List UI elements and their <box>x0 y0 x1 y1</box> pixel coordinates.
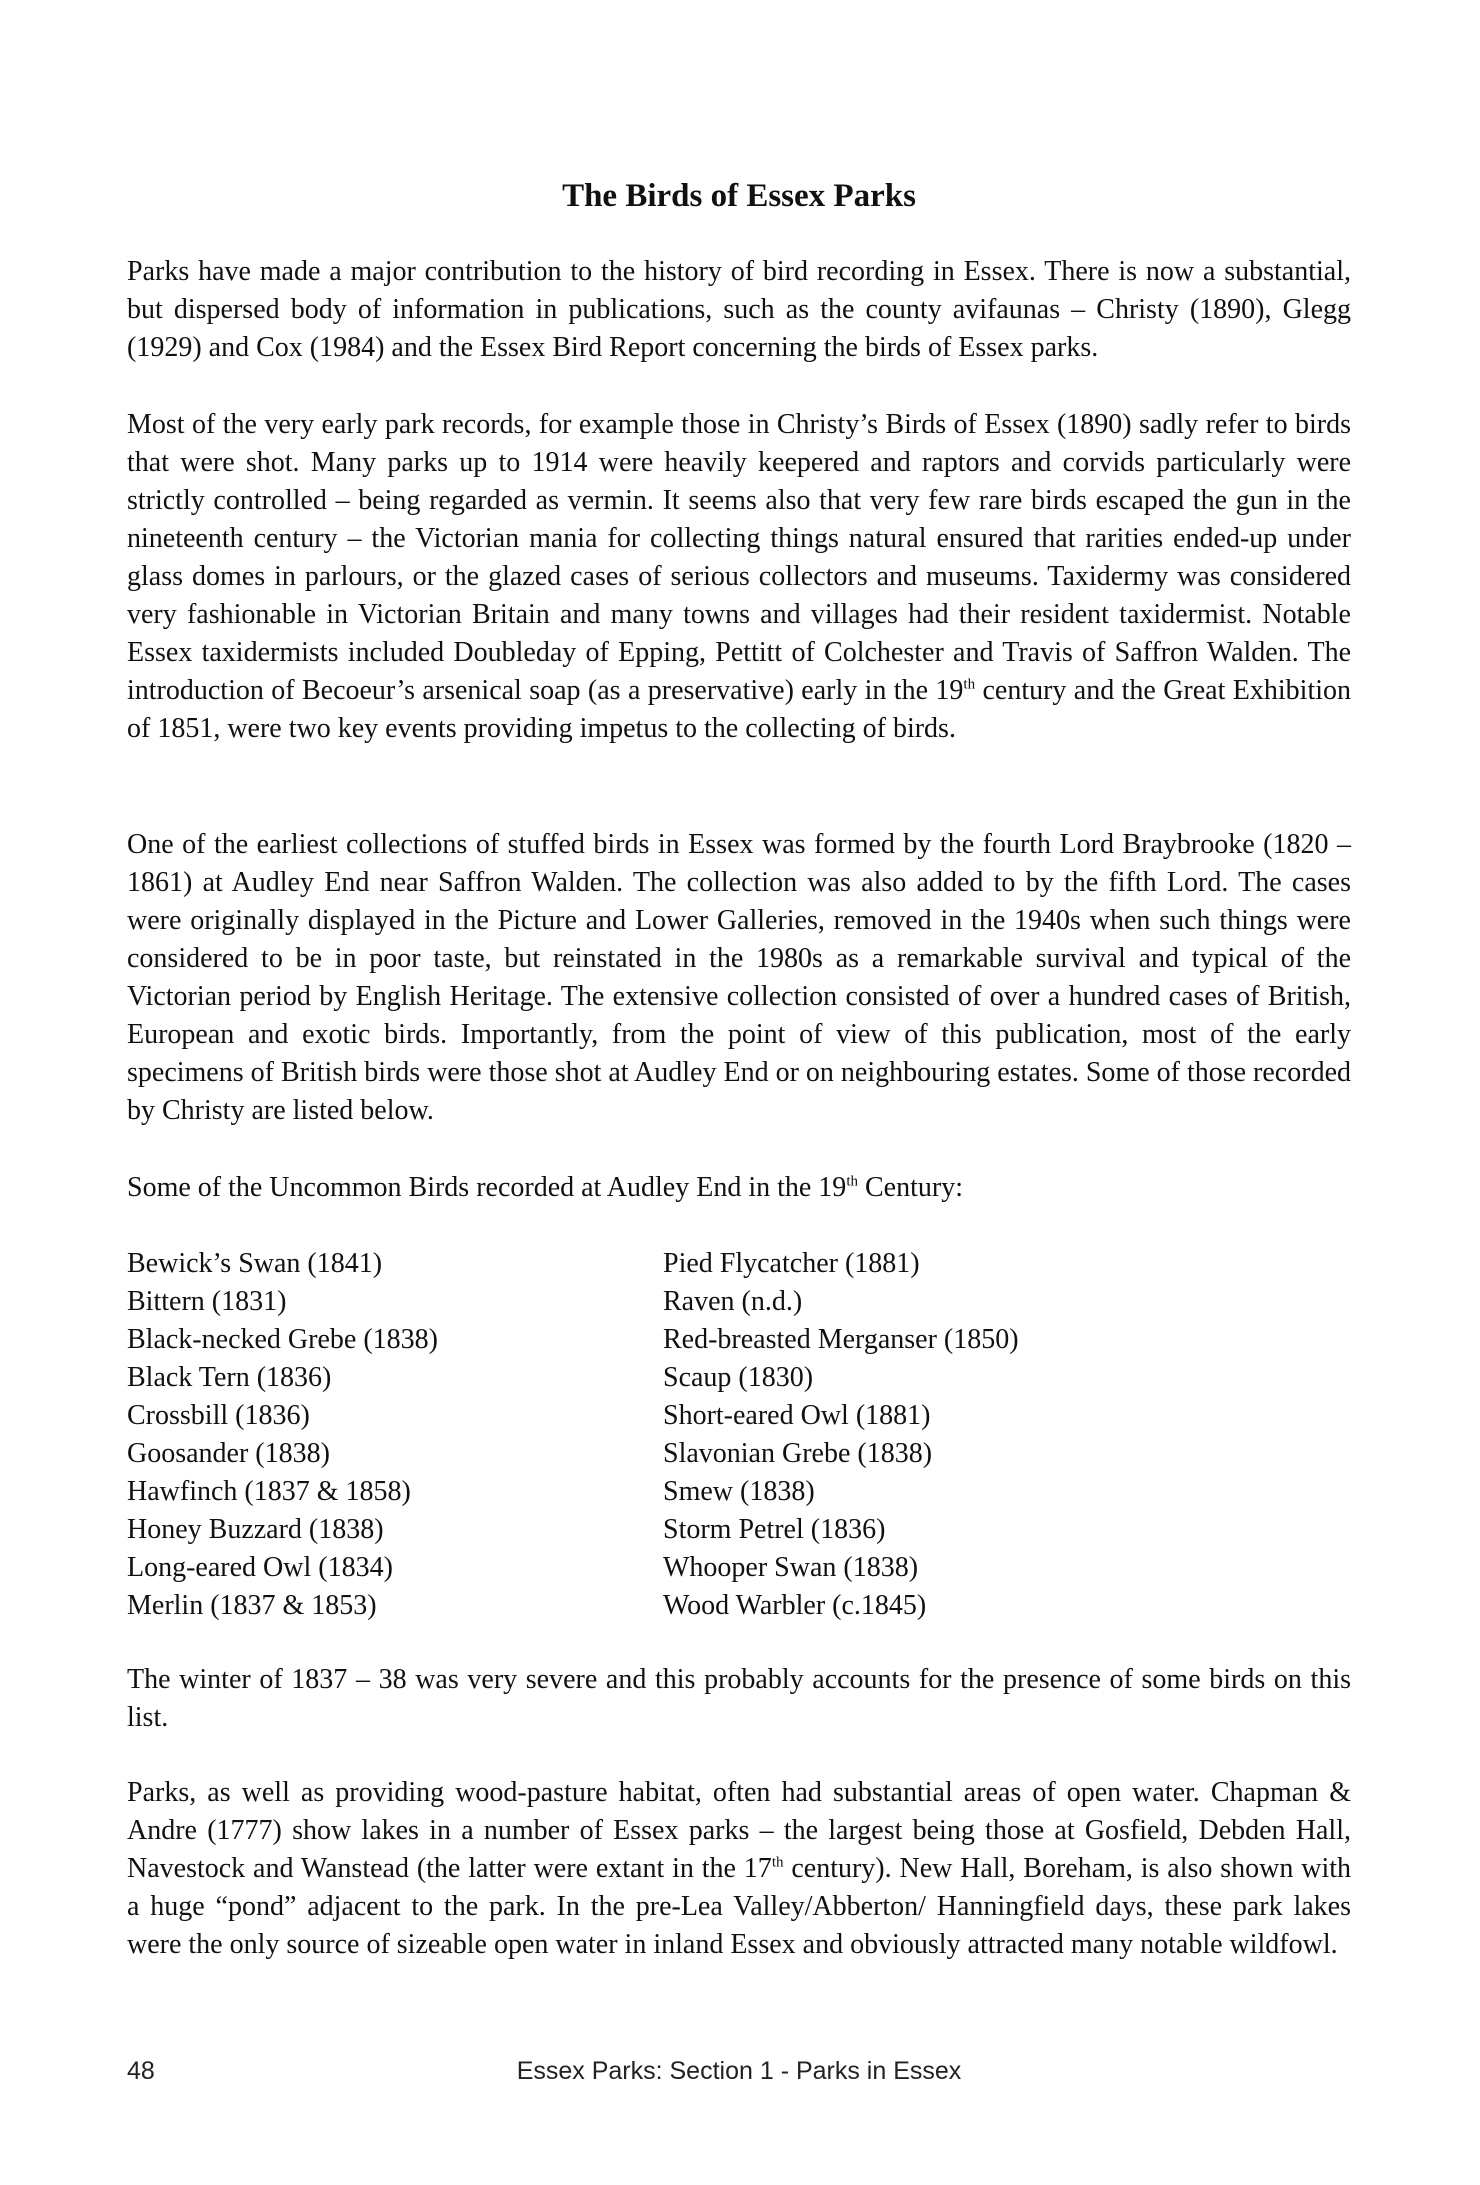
list-item: Short-eared Owl (1881) <box>663 1400 931 1431</box>
list-item: Honey Buzzard (1838) <box>127 1514 384 1545</box>
text-run: Parks, as well as providing wood-pasture habitat, often had substantial areas of open water. Chapman & Andre (1777) show lakes in a number of Essex parks – the largest being those at Gosfield, Debden Hall, Navestock and Wanstead (the latter were extant in the 17 <box>127 1777 1351 1884</box>
text-run: Some of the Uncommon Birds recorded at Audley End in the 19 <box>127 1172 847 1203</box>
list-item: Goosander (1838) <box>127 1438 330 1469</box>
paragraph-audley-end <box>127 826 1351 1168</box>
superscript: th <box>846 1173 858 1190</box>
superscript: th <box>963 676 976 693</box>
bird-list-left-column <box>127 1245 438 1625</box>
page-footer <box>127 2055 1351 2087</box>
list-item: Black-necked Grebe (1838) <box>127 1324 438 1355</box>
list-item: Pied Flycatcher (1881) <box>663 1248 920 1279</box>
paragraph-text: One of the earliest collections of stuffed birds in Essex was formed by the fourth Lord Braybrooke (1820 – 1861) at Audley End near Saffron Walden. The collection was also added to by the fifth Lord. The cases were originally displayed in the Picture and Lower Galleries, removed in the 1940s when such things were considered to be in poor taste, but reinstated in the 1980s as a remarkable survival and typical of the Victorian period by English Heritage. The extensive collection consisted of over a hundred cases of British, European and exotic birds. Importantly, from the point of view of this publication, most of the early specimens of British birds were those shot at Audley End or on neighbouring estates. Some of those recorded by Christy are listed below. <box>127 829 1351 1126</box>
page-number: 48 <box>127 2057 155 2085</box>
bird-list-right-column <box>663 1245 1019 1625</box>
list-item: Red-breasted Merganser (1850) <box>663 1324 1019 1355</box>
list-item: Smew (1838) <box>663 1476 815 1507</box>
text-run: century and the Great Exhibition of 1851, were two key events providing impetus to the collecting of birds. <box>127 675 1351 744</box>
list-item: Bittern (1831) <box>127 1286 287 1317</box>
list-item: Slavonian Grebe (1838) <box>663 1438 933 1469</box>
text-run: century). New Hall, Boreham, is also shown with a huge “pond” adjacent to the park. In the pre-Lea Valley/Abberton/ Hanningfield days, these park lakes were the only source of sizeable open water in inland Essex and obviously attracted many notable wildfowl. <box>127 1853 1351 1960</box>
list-item: Whooper Swan (1838) <box>663 1552 919 1583</box>
list-item: Black Tern (1836) <box>127 1362 332 1393</box>
list-item: Storm Petrel (1836) <box>663 1514 886 1545</box>
paragraph-winter <box>127 1661 1351 1775</box>
text-run: Most of the very early park records, for example those in Christy’s Birds of Essex (1890) sadly refer to birds that were shot. Many parks up to 1914 were heavily keepered and raptors and corvids particularly were strictly controlled – being regarded as vermin. It seems also that very few rare birds escaped the gun in the nineteenth century – the Victorian mania for collecting things natural ensured that rarities ended-up under glass domes in parlours, or the glazed cases of serious collectors and museums. Taxidermy was considered very fashionable in Victorian Britain and many towns and villages had their resident taxidermist. Notable Essex taxidermists included Doubleday of Epping, Pettitt of Colchester and Travis of Saffron Walden. The introduction of Becoeur’s arsenical soap (as a preservative) early in the 19 <box>127 409 1351 706</box>
list-item: Scaup (1830) <box>663 1362 814 1393</box>
paragraph-text: The winter of 1837 – 38 was very severe and this probably accounts for the presence of some birds on this list. <box>127 1664 1351 1733</box>
paragraph-intro <box>127 253 1351 405</box>
list-item: Long-eared Owl (1834) <box>127 1552 393 1583</box>
list-item: Raven (n.d.) <box>663 1286 803 1317</box>
running-title: Essex Parks: Section 1 - Parks in Essex <box>516 2057 962 2085</box>
paragraph-list-intro <box>127 1169 1351 1245</box>
list-item: Hawfinch (1837 & 1858) <box>127 1476 411 1507</box>
paragraph-early-records <box>127 406 1351 786</box>
page-title: The Birds of Essex Parks <box>562 178 916 214</box>
list-item: Wood Warbler (c.1845) <box>663 1590 927 1621</box>
paragraph-open-water <box>127 1774 1351 2002</box>
list-item: Crossbill (1836) <box>127 1400 310 1431</box>
paragraph-text <box>127 1774 1351 1964</box>
list-item: Merlin (1837 & 1853) <box>127 1590 377 1621</box>
superscript: th <box>771 1854 784 1871</box>
list-item: Bewick’s Swan (1841) <box>127 1248 383 1279</box>
paragraph-text <box>127 1169 1351 1207</box>
paragraph-text <box>127 406 1351 748</box>
text-run: Century: <box>857 1172 963 1203</box>
paragraph-text: Parks have made a major contribution to the history of bird recording in Essex. There is now a substantial, but dispersed body of information in publications, such as the county avifaunas – Christy (1890), Glegg (1929) and Cox (1984) and the Essex Bird Report concerning the birds of Essex parks. <box>127 256 1351 363</box>
